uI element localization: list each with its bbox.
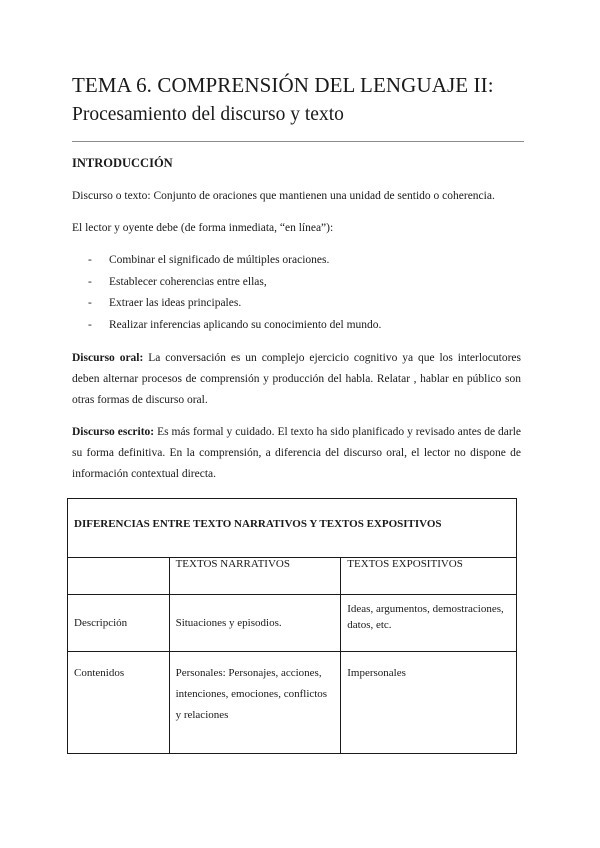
written-discourse-paragraph [72, 422, 521, 485]
oral-discourse-paragraph [72, 348, 521, 411]
table-cell: Impersonales [341, 652, 517, 754]
list-item [88, 253, 381, 275]
table-header-cell [68, 558, 170, 595]
list-item-text: Establecer coherencias entre ellas, [109, 275, 267, 288]
table-header-row [68, 558, 517, 595]
table-header-cell: TEXTOS NARRATIVOS [169, 558, 341, 595]
list-item [88, 318, 381, 340]
bullet-marker: - [88, 275, 92, 288]
table-cell: Personales: Personajes, acciones, intenciones, emociones, conflictos y relaciones [169, 652, 341, 754]
bullet-list [88, 253, 381, 339]
oral-discourse-label: Discurso oral: [72, 352, 144, 364]
table-row [68, 595, 517, 652]
document-subtitle: Procesamiento del discurso y texto [72, 104, 344, 125]
list-item-text: Combinar el significado de múltiples oraciones. [109, 254, 330, 266]
differences-table [67, 498, 517, 754]
row-label: Contenidos [68, 652, 170, 754]
written-discourse-text: Es más formal y cuidado. El texto ha sido planificado y revisado antes de darle su forma definitiva. En la comprensión, a diferencia del discurso oral, el lector no dispone de información contextual directa. [72, 426, 521, 480]
reader-intro-paragraph: El lector y oyente debe (de forma inmediata, “en línea”): [72, 222, 334, 234]
list-item [88, 275, 381, 297]
list-item [88, 296, 381, 318]
table-caption: DIFERENCIAS ENTRE TEXTO NARRATIVOS Y TEXTOS EXPOSITIVOS [68, 499, 517, 558]
bullet-marker: - [88, 297, 92, 309]
oral-discourse-text: La conversación es un complejo ejercicio cognitivo ya que los interlocutores deben alternar procesos de comprensión y producción del habla. Relatar , hablar en público son otras formas de discurso oral. [72, 352, 522, 406]
title-divider [72, 141, 524, 142]
document-title: TEMA 6. COMPRENSIÓN DEL LENGUAJE II: [72, 73, 494, 97]
table-row [68, 652, 517, 754]
definition-paragraph: Discurso o texto: Conjunto de oraciones que mantienen una unidad de sentido o coherencia. [72, 190, 495, 202]
table-cell: Situaciones y episodios. [169, 595, 341, 652]
bullet-marker: - [88, 318, 92, 331]
table-header-cell: TEXTOS EXPOSITIVOS [341, 558, 517, 595]
list-item-text: Extraer las ideas principales. [109, 297, 242, 309]
table-cell: Ideas, argumentos, demostraciones, datos, etc. [341, 595, 517, 652]
section-heading: INTRODUCCIÓN [72, 156, 173, 170]
written-discourse-label: Discurso escrito: [72, 426, 155, 438]
bullet-marker: - [88, 254, 92, 266]
list-item-text: Realizar inferencias aplicando su conocimiento del mundo. [109, 318, 382, 331]
row-label: Descripción [68, 595, 170, 652]
